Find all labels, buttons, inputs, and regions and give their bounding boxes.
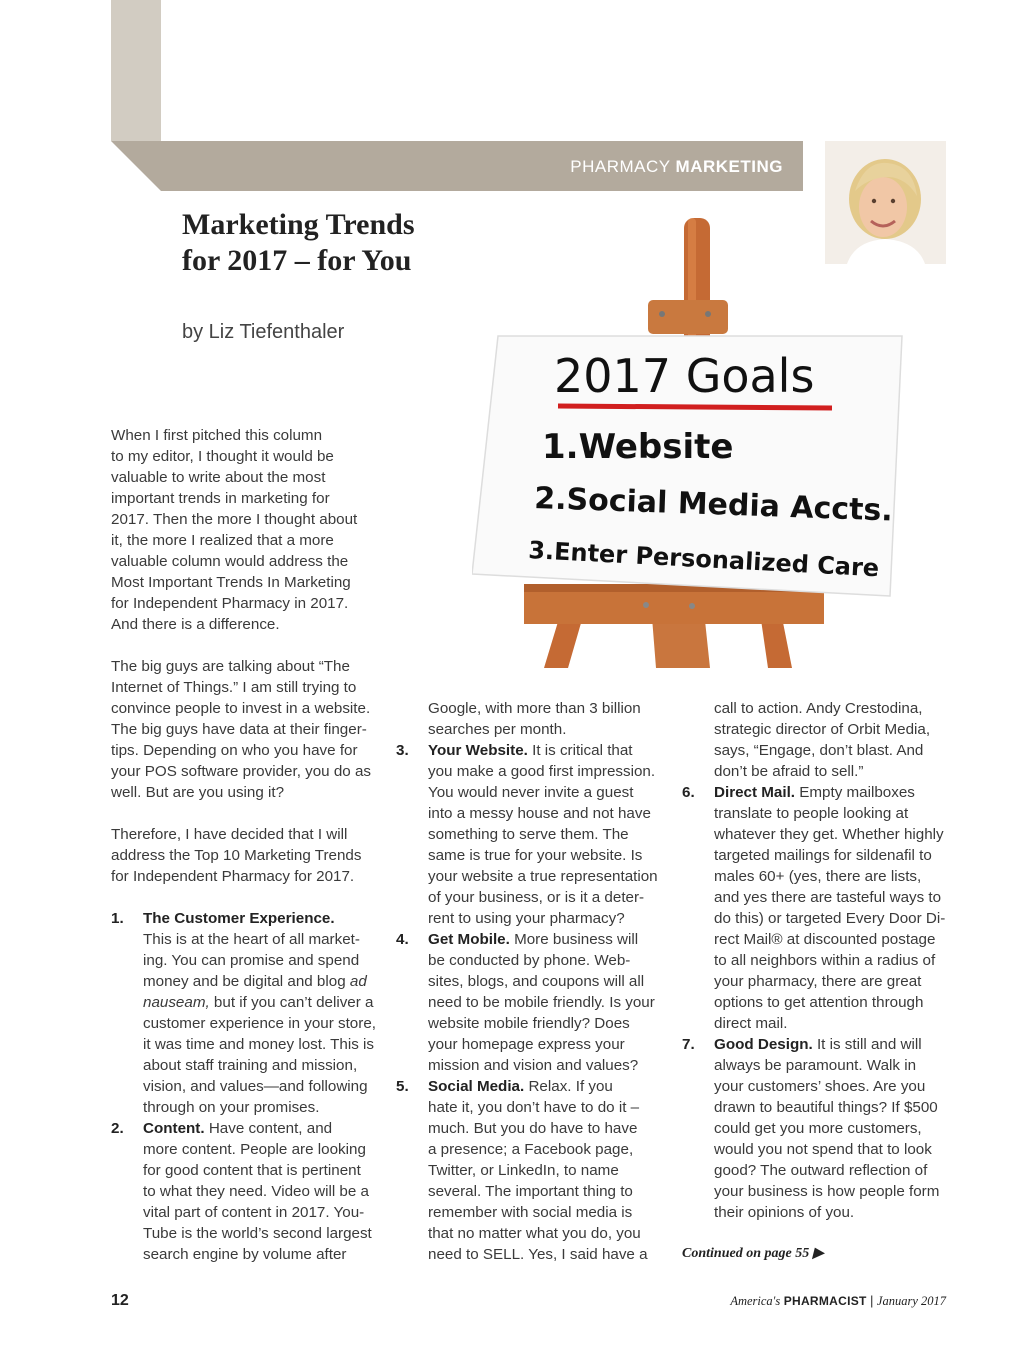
body-text: It is still and will bbox=[812, 1036, 922, 1053]
trend-title: Social Media. bbox=[428, 1078, 525, 1095]
italic-text: ad bbox=[349, 973, 367, 990]
trend-item-5 bbox=[396, 1076, 671, 1265]
trend-item-4 bbox=[396, 929, 671, 1076]
body-line: that no matter what you do, you bbox=[428, 1225, 641, 1242]
footer-separator: | bbox=[870, 1294, 874, 1308]
intro-line: And there is a difference. bbox=[111, 616, 280, 633]
trend-title: Your Website. bbox=[428, 742, 528, 759]
issue-date: January 2017 bbox=[876, 1294, 946, 1308]
body-line: more content. People are looking bbox=[143, 1141, 366, 1158]
trend-number: 4. bbox=[396, 931, 409, 948]
body-line: hate it, you don’t have to do it – bbox=[428, 1099, 640, 1116]
goals-underline bbox=[558, 406, 832, 408]
intro-line: 2017. Then the more I thought about bbox=[111, 511, 358, 528]
body-line: Twitter, or LinkedIn, to name bbox=[428, 1162, 619, 1179]
body-line: sites, blogs, and coupons will all bbox=[428, 973, 645, 990]
body-line: translate to people looking at bbox=[714, 805, 909, 822]
body-line: much. But you do have to have bbox=[428, 1120, 638, 1137]
body-line: call to action. Andy Crestodina, bbox=[714, 700, 923, 717]
column-1 bbox=[111, 656, 381, 1265]
intro-line: important trends in marketing for bbox=[111, 490, 330, 507]
body-line: website mobile friendly? Does bbox=[428, 1015, 630, 1032]
trend-title: Get Mobile. bbox=[428, 931, 510, 948]
body-line: The big guys are talking about “The bbox=[111, 658, 350, 675]
body-line: your pharmacy, there are great bbox=[714, 973, 922, 990]
body-line: rect Mail® at discounted postage bbox=[714, 931, 936, 948]
section-label bbox=[570, 157, 783, 177]
body-line: whatever they get. Whether highly bbox=[714, 826, 944, 843]
trend-number: 7. bbox=[682, 1036, 695, 1053]
continued-link[interactable]: Continued on page 55 ▶ bbox=[682, 1246, 824, 1261]
body-line: rent to using your pharmacy? bbox=[428, 910, 625, 927]
body-line: address the Top 10 Marketing Trends bbox=[111, 847, 362, 864]
body-line: always be paramount. Walk in bbox=[714, 1057, 917, 1074]
body-line: search engine by volume after bbox=[143, 1246, 347, 1263]
body-line: direct mail. bbox=[714, 1015, 788, 1032]
body-line: for Independent Pharmacy for 2017. bbox=[111, 868, 355, 885]
body-line: vital part of content in 2017. You- bbox=[143, 1204, 365, 1221]
body-line: you make a good first impression. bbox=[428, 763, 656, 780]
section-label-light: PHARMACY bbox=[570, 157, 671, 176]
body-text: It is critical that bbox=[527, 742, 633, 759]
page-number: 12 bbox=[111, 1292, 129, 1309]
column-2 bbox=[396, 698, 671, 1265]
body-line: need to be mobile friendly. Is your bbox=[428, 994, 655, 1011]
intro-paragraph bbox=[111, 425, 376, 635]
body-line: remember with social media is bbox=[428, 1204, 633, 1221]
body-line: don’t be afraid to sell.” bbox=[714, 763, 864, 780]
body-line: of your business, or is it a deter- bbox=[428, 889, 645, 906]
publication-name-bold: PHARMACIST bbox=[783, 1294, 867, 1308]
body-line: into a messy house and not have bbox=[428, 805, 651, 822]
body-text: money and be digital and blog bbox=[143, 973, 350, 990]
body-line: could get you more customers, bbox=[714, 1120, 922, 1137]
article-title-line2: for 2017 – for You bbox=[182, 244, 412, 277]
body-line: and yes there are tasteful ways to bbox=[714, 889, 942, 906]
body-line: well. But are you using it? bbox=[111, 784, 285, 801]
body-line: This is at the heart of all market- bbox=[143, 931, 360, 948]
body-line: several. The important thing to bbox=[428, 1183, 633, 1200]
body-line: their opinions of you. bbox=[714, 1204, 855, 1221]
trend-number: 5. bbox=[396, 1078, 409, 1095]
body-line: it was time and money lost. This is bbox=[143, 1036, 374, 1053]
body-line: to all neighbors within a radius of bbox=[714, 952, 936, 969]
body-text: Have content, and bbox=[204, 1120, 333, 1137]
article-title bbox=[182, 207, 482, 279]
body-line: Tube is the world’s second largest bbox=[143, 1225, 372, 1242]
body-line: customer experience in your store, bbox=[143, 1015, 376, 1032]
byline: by Liz Tiefenthaler bbox=[182, 321, 345, 343]
body-line: be conducted by phone. Web- bbox=[428, 952, 631, 969]
publication-name-italic: America's bbox=[730, 1294, 781, 1308]
goals-heading: 2017 Goals bbox=[554, 349, 815, 403]
trend-number: 3. bbox=[396, 742, 409, 759]
trend-title: Good Design. bbox=[714, 1036, 813, 1053]
body-line: Therefore, I have decided that I will bbox=[111, 826, 348, 843]
body-line: need to SELL. Yes, I said have a bbox=[428, 1246, 648, 1263]
trend-item-2 bbox=[111, 1118, 381, 1265]
trend-title: Content. bbox=[143, 1120, 205, 1137]
body-line: strategic director of Orbit Media, bbox=[714, 721, 931, 738]
body-line: something to serve them. The bbox=[428, 826, 629, 843]
body-line: do this) or targeted Every Door Di- bbox=[714, 910, 946, 927]
body-line: your website a true representation bbox=[428, 868, 658, 885]
intro-line: valuable column would address the bbox=[111, 553, 349, 570]
body-line: searches per month. bbox=[428, 721, 567, 738]
body-line: The big guys have data at their finger- bbox=[111, 721, 367, 738]
body-text: Relax. If you bbox=[524, 1078, 613, 1095]
intro-line: to my editor, I thought it would be bbox=[111, 448, 334, 465]
body-line: good? The outward reflection of bbox=[714, 1162, 928, 1179]
body-line: Internet of Things.” I am still trying to bbox=[111, 679, 357, 696]
body-line: mission and vision and values? bbox=[428, 1057, 639, 1074]
body-text: Empty mailboxes bbox=[795, 784, 915, 801]
article-title-line1: Marketing Trends bbox=[182, 208, 415, 241]
body-text: More business will bbox=[509, 931, 639, 948]
trend-item-1 bbox=[111, 908, 381, 1118]
body-line: Google, with more than 3 billion bbox=[428, 700, 641, 717]
body-line: to what they need. Video will be a bbox=[143, 1183, 369, 1200]
body-line: targeted mailings for sildenafil to bbox=[714, 847, 932, 864]
publication-footer bbox=[730, 1294, 946, 1309]
body-line: drawn to beautiful things? If $500 bbox=[714, 1099, 938, 1116]
goal-item-1: 1.Website bbox=[542, 427, 734, 467]
easel-illustration bbox=[472, 212, 912, 668]
intro-line: for Independent Pharmacy in 2017. bbox=[111, 595, 349, 612]
body-line: about staff training and mission, bbox=[143, 1057, 358, 1074]
intro-line: valuable to write about the most bbox=[111, 469, 326, 486]
body-line: your customers’ shoes. Are you bbox=[714, 1078, 926, 1095]
body-line: same is true for your website. Is bbox=[428, 847, 643, 864]
body-text: but if you can’t deliver a bbox=[209, 994, 374, 1011]
body-line: would you not spend that to look bbox=[714, 1141, 932, 1158]
italic-text: nauseam, bbox=[143, 994, 210, 1011]
trend-title: The Customer Experience. bbox=[143, 910, 335, 927]
header-accent-strip bbox=[111, 0, 161, 141]
trend-number: 6. bbox=[682, 784, 695, 801]
trend-item-3 bbox=[396, 740, 671, 929]
body-line: a presence; a Facebook page, bbox=[428, 1141, 634, 1158]
trend-number: 1. bbox=[111, 910, 124, 927]
body-line: options to get attention through bbox=[714, 994, 924, 1011]
body-line: through on your promises. bbox=[143, 1099, 320, 1116]
section-label-bold: MARKETING bbox=[675, 157, 783, 176]
trend-title: Direct Mail. bbox=[714, 784, 796, 801]
body-line: tips. Depending on who you have for bbox=[111, 742, 358, 759]
body-line: for good content that is pertinent bbox=[143, 1162, 361, 1179]
column-3 bbox=[682, 698, 957, 1223]
trend-item-7 bbox=[682, 1034, 957, 1223]
body-line: convince people to invest in a website. bbox=[111, 700, 371, 717]
body-line: ing. You can promise and spend bbox=[143, 952, 360, 969]
trend-item-6 bbox=[682, 782, 957, 1034]
body-line: vision, and values—and following bbox=[143, 1078, 368, 1095]
intro-line: Most Important Trends In Marketing bbox=[111, 574, 351, 591]
body-line: males 60+ (yes, there are lists, bbox=[714, 868, 922, 885]
goal-item-2: 2.Social Media Accts. bbox=[533, 481, 894, 529]
body-line: your homepage express your bbox=[428, 1036, 625, 1053]
body-line: your business is how people form bbox=[714, 1183, 940, 1200]
easel-clamp bbox=[648, 300, 728, 334]
intro-line: When I first pitched this column bbox=[111, 427, 323, 444]
goal-item-3: 3.Enter Personalized Care bbox=[527, 536, 880, 583]
trend-number: 2. bbox=[111, 1120, 124, 1137]
body-line: You would never invite a guest bbox=[428, 784, 634, 801]
intro-line: it, the more I realized that a more bbox=[111, 532, 334, 549]
body-line: says, “Engage, don’t blast. And bbox=[714, 742, 924, 759]
body-line: your POS software provider, you do as bbox=[111, 763, 372, 780]
